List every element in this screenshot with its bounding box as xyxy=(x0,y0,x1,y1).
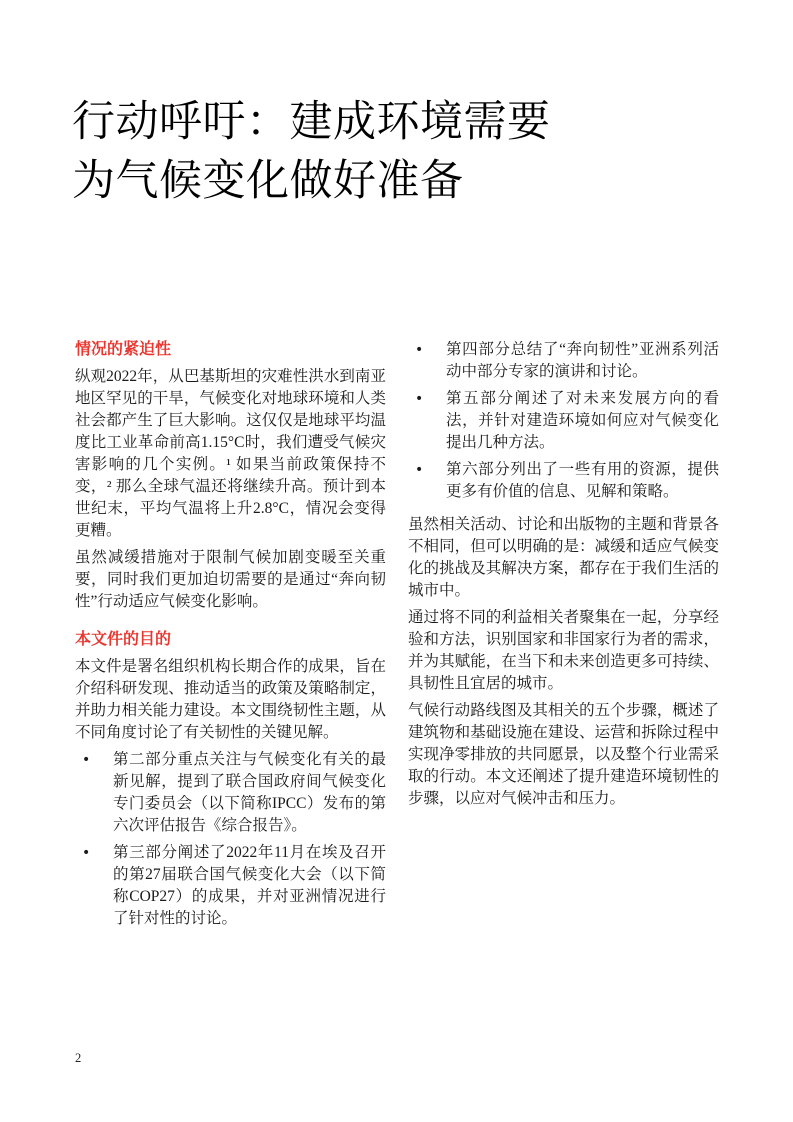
list-item-text: 第六部分列出了一些有用的资源，提供更多有价值的信息、见解和策略。 xyxy=(446,461,719,500)
list-item xyxy=(408,339,719,383)
section-heading-purpose: 本文件的目的 xyxy=(75,631,172,648)
list-item xyxy=(408,459,719,503)
bullet-icon: • xyxy=(82,845,91,861)
list-item xyxy=(408,388,719,454)
list-item xyxy=(75,842,386,930)
list-item-text: 第四部分总结了“奔向韧性”亚洲系列活动中部分专家的演讲和讨论。 xyxy=(446,341,719,380)
list-item-text: 第五部分阐述了对未来发展方向的看法，并针对建造环境如何应对气候变化提出几种方法。 xyxy=(446,390,719,451)
page-title-line1: 行动呼吁：建成环境需要 xyxy=(72,99,551,146)
paragraph-purpose-intro: 本文件是署名组织机构长期合作的成果，旨在介绍科研发现、推动适当的政策及策略制定，并助力相关能力建设。本文围绕韧性主题，从不同角度讨论了有关韧性的关键见解。 xyxy=(75,658,386,741)
bullet-icon: • xyxy=(415,391,424,407)
paragraph-urgency-2: 虽然减缓措施对于限制气候加剧变暖至关重要，同时我们更加迫切需要的是通过“奔向韧性”行动适应气候变化影响。 xyxy=(75,549,386,610)
right-column xyxy=(408,339,719,935)
list-item-text: 第二部分重点关注与气候变化有关的最新见解，提到了联合国政府间气候变化专门委员会（以下简称IPCC）发布的第六次评估报告《综合报告》。 xyxy=(113,751,386,834)
content-columns xyxy=(75,339,719,935)
paragraph-summary-1: 虽然相关活动、讨论和出版物的主题和背景各不相同，但可以明确的是：减缓和适应气候变化的挑战及其解决方案，都存在于我们生活的城市中。 xyxy=(408,516,719,599)
paragraph-summary-3: 气候行动路线图及其相关的五个步骤，概述了建筑物和基础设施在建设、运营和拆除过程中实现净零排放的共同愿景，以及整个行业需采取的行动。本文还阐述了提升建造环境韧性的步骤，以应对气候冲击和压力。 xyxy=(408,702,719,807)
paragraph-summary-2: 通过将不同的利益相关者聚集在一起，分享经验和方法，识别国家和非国家行为者的需求，并为其赋能，在当下和未来创造更多可持续、具韧性且宜居的城市。 xyxy=(408,609,719,692)
bullet-icon: • xyxy=(82,752,91,768)
paragraph-urgency-1: 纵观2022年，从巴基斯坦的灾难性洪水到南亚地区罕见的干旱，气候变化对地球环境和人类社会都产生了巨大影响。这仅仅是地球平均温度比工业革命前高1.15°C时，我们遭受气候灾害影响的几个实例。¹ 如果当前政策保持不变，² 那么全球气温还将继续升高。预计到本世纪末，平均气温将上升2.8°C，情况会变得更糟。 xyxy=(75,368,386,539)
page-number: 2 xyxy=(75,1051,82,1065)
bullet-icon: • xyxy=(415,342,424,358)
bullet-icon: • xyxy=(415,462,424,478)
section-heading-urgency: 情况的紧迫性 xyxy=(75,341,172,358)
page-title xyxy=(72,93,551,211)
page-title-line2: 为气候变化做好准备 xyxy=(72,158,464,205)
left-column xyxy=(75,339,386,935)
list-item xyxy=(75,749,386,837)
list-item-text: 第三部分阐述了2022年11月在埃及召开的第27届联合国气候变化大会（以下简称COP27）的成果，并对亚洲情况进行了针对性的讨论。 xyxy=(113,844,386,927)
